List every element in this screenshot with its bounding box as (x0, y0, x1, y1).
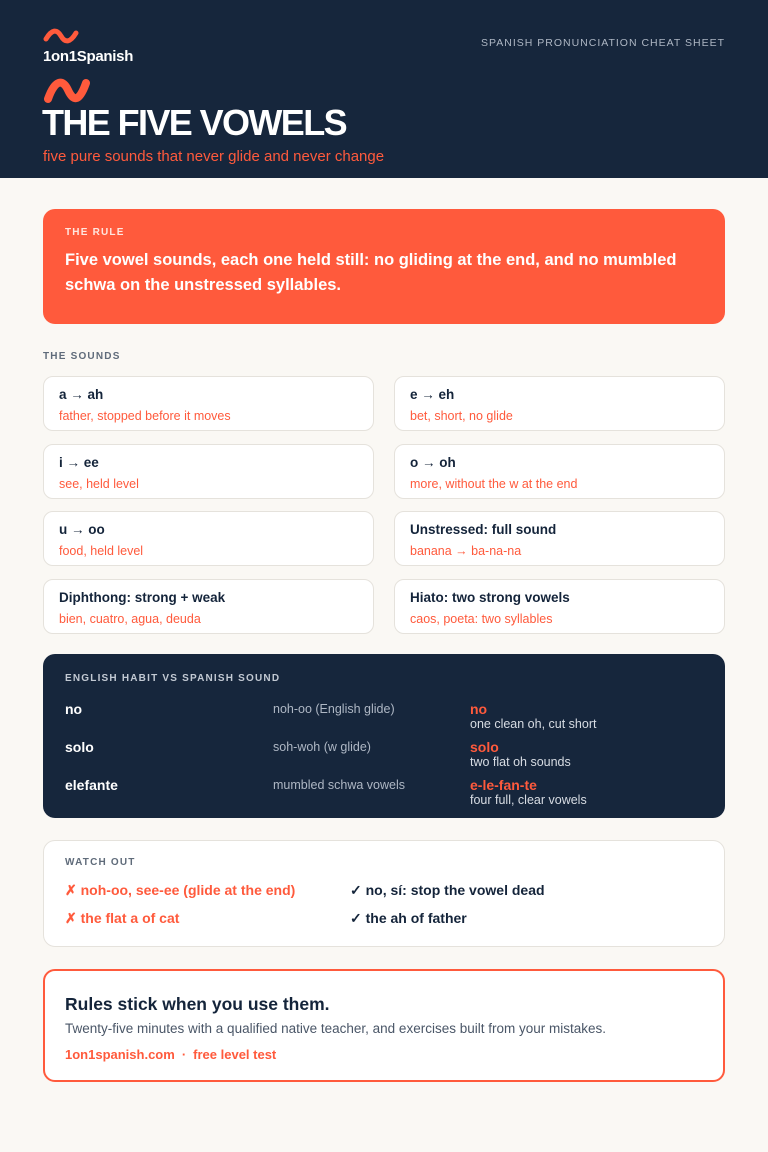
sound-card (43, 444, 374, 499)
website-link[interactable]: 1on1spanish.com (65, 1047, 175, 1062)
spanish-sound: e-le-fan-te (470, 777, 537, 793)
mistake-item: ✗ the flat a of cat (65, 910, 180, 926)
watch-out-card (43, 840, 725, 947)
english-habit: noh-oo (English glide) (273, 702, 395, 716)
sound-title: Unstressed: full sound (410, 522, 557, 537)
habit-row (43, 777, 725, 815)
habit-word: solo (65, 739, 94, 755)
level-test-link[interactable]: free level test (193, 1047, 277, 1062)
sound-description: food, held level (59, 544, 144, 558)
sound-description: bien, cuatro, agua, deuda (59, 612, 201, 626)
english-habit: soh-woh (w glide) (273, 740, 371, 754)
english-habit: mumbled schwa vowels (273, 778, 405, 792)
spanish-sound: no (470, 701, 488, 717)
page-title: THE FIVE VOWELS (42, 102, 347, 143)
sound-card (43, 579, 374, 634)
cta-card (43, 969, 725, 1082)
sound-description: caos, poeta: two syllables (410, 612, 553, 626)
correct-item: ✓ the ah of father (350, 910, 467, 926)
sheet-kicker: SPANISH PRONUNCIATION CHEAT SHEET (481, 37, 725, 49)
sounds-section-label: THE SOUNDS (43, 351, 121, 362)
spanish-sound: solo (470, 739, 499, 755)
cta-title: Rules stick when you use them. (65, 994, 330, 1014)
page-subtitle: five pure sounds that never glide and never change (43, 148, 385, 165)
sound-card (394, 444, 725, 499)
habit-comparison-panel (43, 654, 725, 818)
spanish-sound-note: two flat oh sounds (470, 755, 571, 769)
spanish-sound-note: four full, clear vowels (470, 793, 587, 807)
sound-title: Hiato: two strong vowels (410, 590, 570, 605)
watch-out-label: WATCH OUT (65, 857, 136, 868)
sound-title: Diphthong: strong + weak (59, 590, 226, 605)
habit-row (43, 739, 725, 777)
sound-description: bet, short, no glide (410, 409, 513, 423)
sound-description: father, stopped before it moves (59, 409, 231, 423)
link-separator: · (181, 1047, 187, 1062)
sound-description: banana → ba-na-na (410, 544, 522, 558)
sound-card (394, 511, 725, 566)
sound-title: o → oh (410, 455, 456, 470)
rule-card (43, 209, 725, 324)
sound-description: see, held level (59, 477, 139, 491)
habit-word: no (65, 701, 83, 717)
sound-card (394, 579, 725, 634)
brand-logo[interactable]: 1on1Spanish (43, 48, 134, 65)
habit-section-label: ENGLISH HABIT VS SPANISH SOUND (65, 673, 281, 684)
rule-label: THE RULE (65, 227, 125, 238)
habit-row (43, 701, 725, 739)
cta-body: Twenty-five minutes with a qualified native teacher, and exercises built from your mistakes. (65, 1021, 606, 1036)
sound-title: i → ee (59, 455, 99, 470)
mistake-item: ✗ noh-oo, see-ee (glide at the end) (65, 882, 296, 898)
sound-title: u → oo (59, 522, 105, 537)
correct-item: ✓ no, sí: stop the vowel dead (350, 882, 545, 898)
sound-card (43, 376, 374, 431)
cta-links (65, 1047, 703, 1062)
spanish-sound-note: one clean oh, cut short (470, 717, 597, 731)
header (0, 0, 768, 178)
habit-word: elefante (65, 777, 118, 793)
sound-card (43, 511, 374, 566)
rule-text: Five vowel sounds, each one held still: no gliding at the end, and no mumbled schwa on the unstressed syllables. (65, 251, 677, 294)
sound-description: more, without the w at the end (410, 477, 578, 491)
wave-logo-icon (43, 28, 79, 44)
sound-title: e → eh (410, 387, 455, 402)
sound-card (394, 376, 725, 431)
sound-title: a → ah (59, 387, 104, 402)
